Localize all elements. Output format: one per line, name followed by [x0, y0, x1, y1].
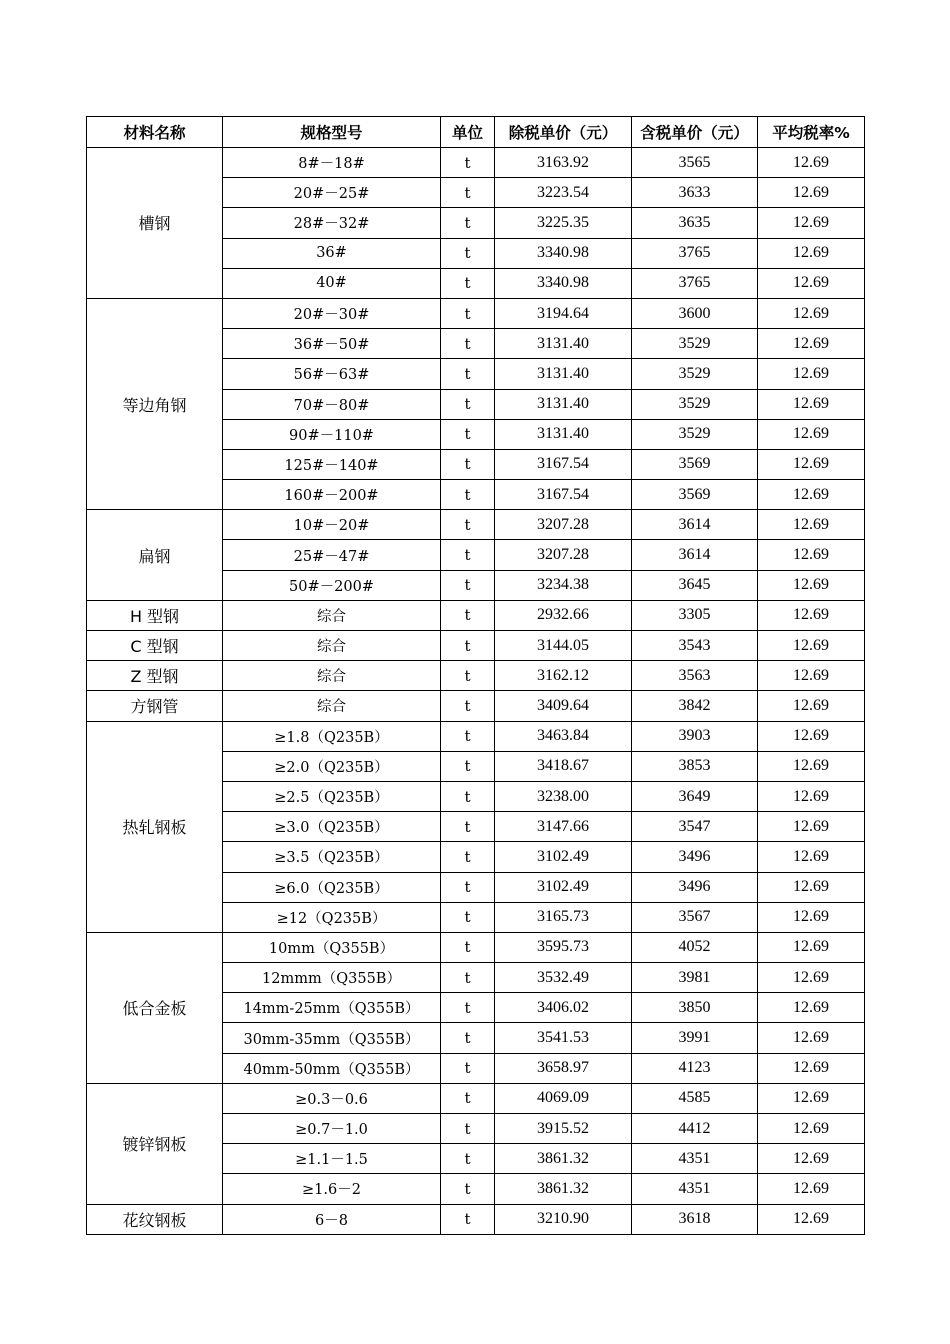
- price-ex-tax-cell: 4069.09: [495, 1083, 632, 1113]
- tax-rate-cell: 12.69: [758, 268, 865, 298]
- unit-cell: t: [441, 1204, 495, 1234]
- tax-rate-cell: 12.69: [758, 963, 865, 993]
- price-inc-tax-cell: 3633: [632, 178, 758, 208]
- tax-rate-cell: 12.69: [758, 751, 865, 781]
- tax-rate-cell: 12.69: [758, 1144, 865, 1174]
- price-ex-tax-cell: 3532.49: [495, 963, 632, 993]
- material-name-cell: 等边角钢: [87, 298, 223, 509]
- tax-rate-cell: 12.69: [758, 1023, 865, 1053]
- price-ex-tax-cell: 3406.02: [495, 993, 632, 1023]
- price-inc-tax-cell: 3529: [632, 419, 758, 449]
- material-name-cell: C 型钢: [87, 631, 223, 661]
- unit-cell: t: [441, 781, 495, 811]
- unit-cell: t: [441, 842, 495, 872]
- price-ex-tax-cell: 3463.84: [495, 721, 632, 751]
- spec-cell: 56#－63#: [223, 359, 441, 389]
- material-name-cell: 热轧钢板: [87, 721, 223, 932]
- unit-cell: t: [441, 298, 495, 328]
- price-inc-tax-cell: 4585: [632, 1083, 758, 1113]
- tax-rate-cell: 12.69: [758, 419, 865, 449]
- spec-cell: 14mm-25mm（Q355B）: [223, 993, 441, 1023]
- tax-rate-cell: 12.69: [758, 540, 865, 570]
- price-inc-tax-cell: 3614: [632, 540, 758, 570]
- unit-cell: t: [441, 510, 495, 540]
- spec-cell: 36#: [223, 238, 441, 268]
- price-inc-tax-cell: 3903: [632, 721, 758, 751]
- unit-cell: t: [441, 1114, 495, 1144]
- unit-cell: t: [441, 1144, 495, 1174]
- price-inc-tax-cell: 3569: [632, 480, 758, 510]
- spec-cell: 28#－32#: [223, 208, 441, 238]
- unit-cell: t: [441, 178, 495, 208]
- tax-rate-cell: 12.69: [758, 298, 865, 328]
- unit-cell: t: [441, 691, 495, 721]
- table-row: [87, 932, 865, 962]
- price-ex-tax-cell: 3167.54: [495, 449, 632, 479]
- unit-cell: t: [441, 389, 495, 419]
- tax-rate-cell: 12.69: [758, 872, 865, 902]
- tax-rate-cell: 12.69: [758, 208, 865, 238]
- unit-cell: t: [441, 449, 495, 479]
- unit-cell: t: [441, 570, 495, 600]
- unit-cell: t: [441, 721, 495, 751]
- material-name-cell: H 型钢: [87, 600, 223, 630]
- tax-rate-cell: 12.69: [758, 148, 865, 178]
- tax-rate-cell: 12.69: [758, 721, 865, 751]
- spec-cell: 70#－80#: [223, 389, 441, 419]
- spec-cell: 8#－18#: [223, 148, 441, 178]
- spec-cell: 40#: [223, 268, 441, 298]
- price-inc-tax-cell: 3853: [632, 751, 758, 781]
- tax-rate-cell: 12.69: [758, 1053, 865, 1083]
- spec-cell: 12mmm（Q355B）: [223, 963, 441, 993]
- price-inc-tax-cell: 3850: [632, 993, 758, 1023]
- price-ex-tax-cell: 3131.40: [495, 359, 632, 389]
- price-ex-tax-cell: 3210.90: [495, 1204, 632, 1234]
- price-inc-tax-cell: 3614: [632, 510, 758, 540]
- table-row: [87, 691, 865, 721]
- price-ex-tax-cell: 3861.32: [495, 1144, 632, 1174]
- spec-cell: 25#－47#: [223, 540, 441, 570]
- table-row: [87, 298, 865, 328]
- price-ex-tax-cell: 3131.40: [495, 419, 632, 449]
- price-ex-tax-cell: 3102.49: [495, 872, 632, 902]
- price-inc-tax-cell: 4412: [632, 1114, 758, 1144]
- unit-cell: t: [441, 480, 495, 510]
- spec-cell: ≥2.0（Q235B）: [223, 751, 441, 781]
- unit-cell: t: [441, 751, 495, 781]
- spec-cell: ≥1.1－1.5: [223, 1144, 441, 1174]
- unit-cell: t: [441, 600, 495, 630]
- price-inc-tax-cell: 3635: [632, 208, 758, 238]
- price-ex-tax-cell: 3225.35: [495, 208, 632, 238]
- price-inc-tax-cell: 3567: [632, 902, 758, 932]
- spec-cell: 40mm-50mm（Q355B）: [223, 1053, 441, 1083]
- price-inc-tax-cell: 3645: [632, 570, 758, 600]
- tax-rate-cell: 12.69: [758, 1114, 865, 1144]
- spec-cell: 综合: [223, 600, 441, 630]
- tax-rate-cell: 12.69: [758, 359, 865, 389]
- unit-cell: t: [441, 1053, 495, 1083]
- tax-rate-cell: 12.69: [758, 449, 865, 479]
- price-inc-tax-cell: 3496: [632, 872, 758, 902]
- header-spec: 规格型号: [223, 117, 441, 148]
- spec-cell: ≥0.7－1.0: [223, 1114, 441, 1144]
- tax-rate-cell: 12.69: [758, 993, 865, 1023]
- price-inc-tax-cell: 3618: [632, 1204, 758, 1234]
- spec-cell: 90#－110#: [223, 419, 441, 449]
- price-inc-tax-cell: 3529: [632, 389, 758, 419]
- unit-cell: t: [441, 359, 495, 389]
- price-inc-tax-cell: 4351: [632, 1174, 758, 1204]
- spec-cell: 10#－20#: [223, 510, 441, 540]
- material-name-cell: 方钢管: [87, 691, 223, 721]
- spec-cell: 10mm（Q355B）: [223, 932, 441, 962]
- spec-cell: 综合: [223, 691, 441, 721]
- price-inc-tax-cell: 3765: [632, 268, 758, 298]
- material-name-cell: 槽钢: [87, 148, 223, 299]
- header-price-ex-tax: 除税单价（元）: [495, 117, 632, 148]
- price-ex-tax-cell: 3131.40: [495, 329, 632, 359]
- spec-cell: 20#－30#: [223, 298, 441, 328]
- price-ex-tax-cell: 3340.98: [495, 238, 632, 268]
- price-ex-tax-cell: 3340.98: [495, 268, 632, 298]
- material-name-cell: Z 型钢: [87, 661, 223, 691]
- header-material-name: 材料名称: [87, 117, 223, 148]
- price-inc-tax-cell: 3529: [632, 329, 758, 359]
- tax-rate-cell: 12.69: [758, 329, 865, 359]
- material-name-cell: 镀锌钢板: [87, 1083, 223, 1204]
- spec-cell: 30mm-35mm（Q355B）: [223, 1023, 441, 1053]
- price-ex-tax-cell: 3194.64: [495, 298, 632, 328]
- unit-cell: t: [441, 1174, 495, 1204]
- price-inc-tax-cell: 3649: [632, 781, 758, 811]
- header-price-inc-tax: 含税单价（元）: [632, 117, 758, 148]
- price-inc-tax-cell: 3563: [632, 661, 758, 691]
- spec-cell: ≥3.5（Q235B）: [223, 842, 441, 872]
- tax-rate-cell: 12.69: [758, 570, 865, 600]
- price-inc-tax-cell: 3305: [632, 600, 758, 630]
- price-inc-tax-cell: 3842: [632, 691, 758, 721]
- price-ex-tax-cell: 3207.28: [495, 510, 632, 540]
- unit-cell: t: [441, 631, 495, 661]
- spec-cell: 20#－25#: [223, 178, 441, 208]
- table-body: [87, 148, 865, 1235]
- price-ex-tax-cell: 3144.05: [495, 631, 632, 661]
- tax-rate-cell: 12.69: [758, 480, 865, 510]
- spec-cell: 综合: [223, 661, 441, 691]
- price-inc-tax-cell: 4123: [632, 1053, 758, 1083]
- tax-rate-cell: 12.69: [758, 1174, 865, 1204]
- price-inc-tax-cell: 3569: [632, 449, 758, 479]
- unit-cell: t: [441, 1083, 495, 1113]
- price-ex-tax-cell: 3165.73: [495, 902, 632, 932]
- price-inc-tax-cell: 4351: [632, 1144, 758, 1174]
- price-ex-tax-cell: 3223.54: [495, 178, 632, 208]
- spec-cell: ≥0.3－0.6: [223, 1083, 441, 1113]
- spec-cell: ≥2.5（Q235B）: [223, 781, 441, 811]
- unit-cell: t: [441, 208, 495, 238]
- unit-cell: t: [441, 812, 495, 842]
- tax-rate-cell: 12.69: [758, 178, 865, 208]
- tax-rate-cell: 12.69: [758, 691, 865, 721]
- unit-cell: t: [441, 993, 495, 1023]
- price-inc-tax-cell: 3543: [632, 631, 758, 661]
- table-row: [87, 1083, 865, 1113]
- price-ex-tax-cell: 3915.52: [495, 1114, 632, 1144]
- price-ex-tax-cell: 3238.00: [495, 781, 632, 811]
- price-ex-tax-cell: 3861.32: [495, 1174, 632, 1204]
- tax-rate-cell: 12.69: [758, 812, 865, 842]
- spec-cell: 6－8: [223, 1204, 441, 1234]
- material-name-cell: 扁钢: [87, 510, 223, 601]
- price-ex-tax-cell: 3658.97: [495, 1053, 632, 1083]
- tax-rate-cell: 12.69: [758, 842, 865, 872]
- table-row: [87, 510, 865, 540]
- price-ex-tax-cell: 2932.66: [495, 600, 632, 630]
- header-row: [87, 117, 865, 148]
- table-row: [87, 721, 865, 751]
- tax-rate-cell: 12.69: [758, 932, 865, 962]
- material-name-cell: 花纹钢板: [87, 1204, 223, 1234]
- price-inc-tax-cell: 3600: [632, 298, 758, 328]
- header-tax-rate: 平均税率%: [758, 117, 865, 148]
- spec-cell: 50#－200#: [223, 570, 441, 600]
- price-ex-tax-cell: 3234.38: [495, 570, 632, 600]
- price-inc-tax-cell: 4052: [632, 932, 758, 962]
- spec-cell: ≥1.6－2: [223, 1174, 441, 1204]
- price-inc-tax-cell: 3991: [632, 1023, 758, 1053]
- price-inc-tax-cell: 3765: [632, 238, 758, 268]
- header-unit: 单位: [441, 117, 495, 148]
- tax-rate-cell: 12.69: [758, 510, 865, 540]
- price-ex-tax-cell: 3131.40: [495, 389, 632, 419]
- spec-cell: ≥3.0（Q235B）: [223, 812, 441, 842]
- spec-cell: ≥6.0（Q235B）: [223, 872, 441, 902]
- unit-cell: t: [441, 872, 495, 902]
- spec-cell: 160#－200#: [223, 480, 441, 510]
- material-name-cell: 低合金板: [87, 932, 223, 1083]
- spec-cell: ≥12（Q235B）: [223, 902, 441, 932]
- unit-cell: t: [441, 148, 495, 178]
- price-inc-tax-cell: 3981: [632, 963, 758, 993]
- unit-cell: t: [441, 661, 495, 691]
- price-ex-tax-cell: 3102.49: [495, 842, 632, 872]
- price-ex-tax-cell: 3418.67: [495, 751, 632, 781]
- price-ex-tax-cell: 3162.12: [495, 661, 632, 691]
- tax-rate-cell: 12.69: [758, 661, 865, 691]
- price-ex-tax-cell: 3147.66: [495, 812, 632, 842]
- table-row: [87, 631, 865, 661]
- table-row: [87, 661, 865, 691]
- table-row: [87, 600, 865, 630]
- table-row: [87, 1204, 865, 1234]
- price-ex-tax-cell: 3409.64: [495, 691, 632, 721]
- spec-cell: 36#－50#: [223, 329, 441, 359]
- unit-cell: t: [441, 329, 495, 359]
- material-price-table: [86, 116, 865, 1235]
- unit-cell: t: [441, 268, 495, 298]
- tax-rate-cell: 12.69: [758, 600, 865, 630]
- price-ex-tax-cell: 3167.54: [495, 480, 632, 510]
- spec-cell: 125#－140#: [223, 449, 441, 479]
- price-inc-tax-cell: 3565: [632, 148, 758, 178]
- price-inc-tax-cell: 3547: [632, 812, 758, 842]
- spec-cell: 综合: [223, 631, 441, 661]
- unit-cell: t: [441, 1023, 495, 1053]
- table-row: [87, 148, 865, 178]
- tax-rate-cell: 12.69: [758, 389, 865, 419]
- unit-cell: t: [441, 932, 495, 962]
- tax-rate-cell: 12.69: [758, 238, 865, 268]
- price-inc-tax-cell: 3529: [632, 359, 758, 389]
- unit-cell: t: [441, 963, 495, 993]
- price-ex-tax-cell: 3595.73: [495, 932, 632, 962]
- tax-rate-cell: 12.69: [758, 631, 865, 661]
- unit-cell: t: [441, 419, 495, 449]
- price-inc-tax-cell: 3496: [632, 842, 758, 872]
- price-table-container: [86, 116, 865, 1235]
- tax-rate-cell: 12.69: [758, 781, 865, 811]
- price-ex-tax-cell: 3541.53: [495, 1023, 632, 1053]
- price-ex-tax-cell: 3163.92: [495, 148, 632, 178]
- tax-rate-cell: 12.69: [758, 902, 865, 932]
- price-ex-tax-cell: 3207.28: [495, 540, 632, 570]
- spec-cell: ≥1.8（Q235B）: [223, 721, 441, 751]
- unit-cell: t: [441, 238, 495, 268]
- tax-rate-cell: 12.69: [758, 1083, 865, 1113]
- unit-cell: t: [441, 902, 495, 932]
- unit-cell: t: [441, 540, 495, 570]
- tax-rate-cell: 12.69: [758, 1204, 865, 1234]
